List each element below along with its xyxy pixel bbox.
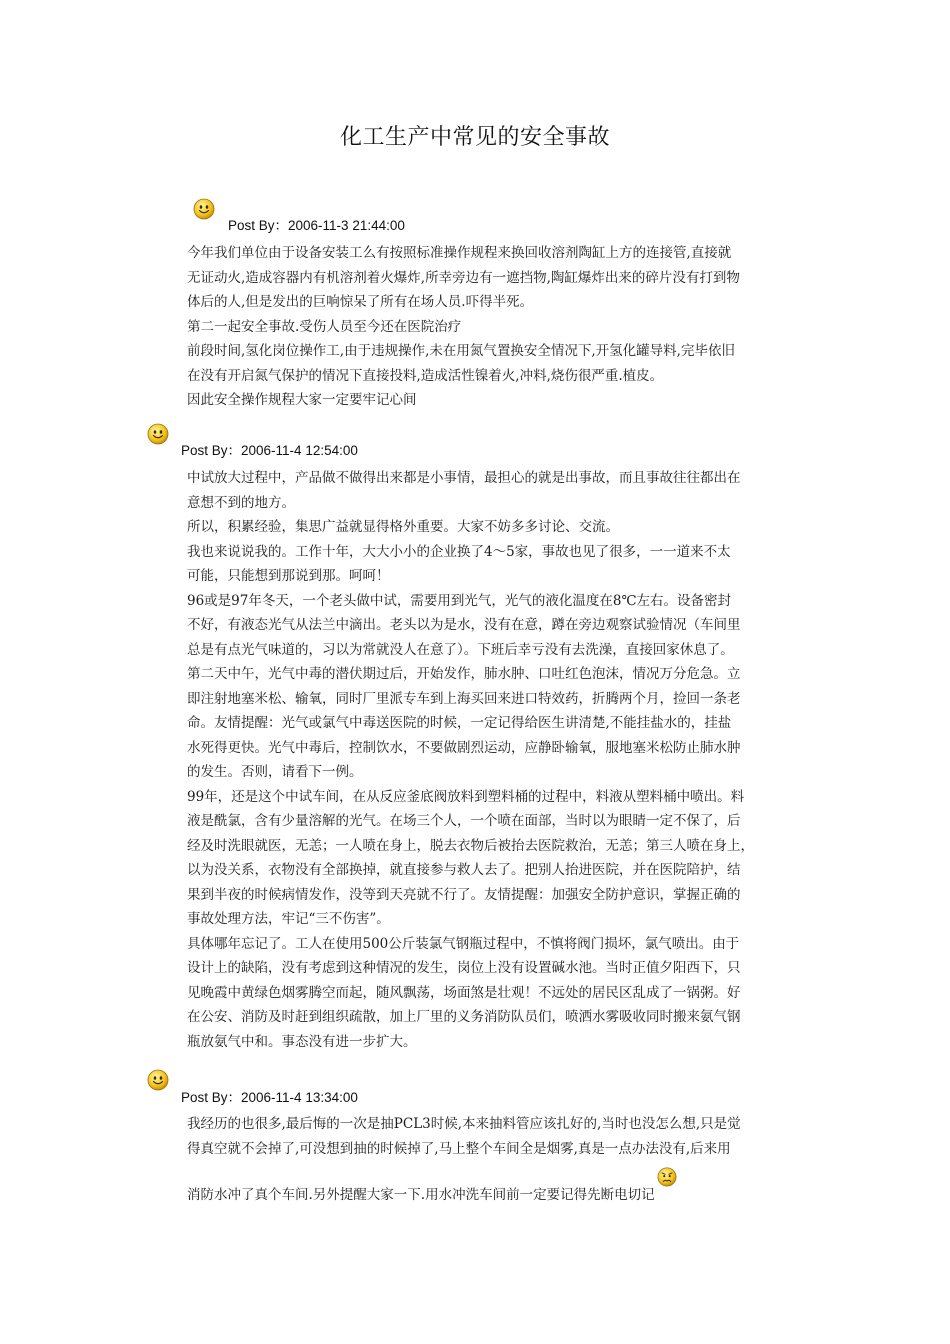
text-line: 事故处理方法，牢记“三不伤害”。 bbox=[187, 911, 390, 927]
text-line: 不好，有液态光气从法兰中滴出。老头以为是水，没有在意，蹲在旁边观察试验情况（车间里 bbox=[187, 617, 741, 633]
text-line: 无证动火,造成容器内有机溶剂着火爆炸,所幸旁边有一遮挡物,陶缸爆炸出来的碎片没有打到物 bbox=[187, 269, 740, 286]
text-line: 的发生。否则，请看下一例。 bbox=[187, 764, 363, 780]
text-line: 水死得更快。光气中毒后，控制饮水，不要做剧烈运动，应静卧输氧，服地塞米松防止肺水肿 bbox=[187, 739, 741, 756]
smiley-icon bbox=[147, 1069, 169, 1091]
text-line: 我也来说说我的。工作十年，大大小小的企业换了4～5家，事故也见了很多，一一道来不太 bbox=[187, 543, 731, 560]
post-body-last-line bbox=[187, 1181, 677, 1208]
text-line: 命。友情提醒：光气或氯气中毒送医院的时候，一定记得给医生讲清楚,不能挂盐水的，挂盐 bbox=[187, 715, 732, 731]
text-line: 96或是97年冬天，一个老头做中试，需要用到光气，光气的液化温度在8℃左右。设备密封 bbox=[187, 592, 732, 609]
text-line: 总是有点光气味道的，习以为常就没人在意了）。下班后幸亏没有去洗澡，直接回家休息了。 bbox=[187, 641, 734, 658]
text-line: 设计上的缺陷，没有考虑到这种情况的发生，岗位上没有设置碱水池。当时正值夕阳西下，只 bbox=[187, 960, 741, 976]
text-line: 见晚霞中黄绿色烟雾腾空而起，随风飘荡，场面煞是壮观！不远处的居民区乱成了一锅粥。好 bbox=[187, 984, 741, 1001]
text-line-content: 消防水冲了真个车间.另外提醒大家一下.用水冲洗车间前一定要记得先断电切记 bbox=[187, 1187, 655, 1203]
worried-face-icon bbox=[657, 1167, 677, 1187]
text-line: 第二天中午，光气中毒的潜伏期过后，开始发作，肺水肿、口吐红色泡沫，情况万分危急。立 bbox=[187, 666, 741, 682]
text-line: 得真空就不会掉了,可没想到抽的时候掉了,马上整个车间全是烟雾,真是一点办法没有,后来用 bbox=[187, 1140, 731, 1157]
page-title: 化工生产中常见的安全事故 bbox=[339, 125, 610, 150]
text-line: 中试放大过程中，产品做不做得出来都是小事情，最担心的就是出事故，而且事故往往都出在 bbox=[187, 470, 741, 486]
text-line: 前段时间,氢化岗位操作工,由于违规操作,未在用氮气置换安全情况下,开氢化罐导料,完毕依旧 bbox=[187, 343, 735, 359]
post-meta: Post By：2006-11-4 12:54:00 bbox=[181, 443, 358, 458]
text-line: 今年我们单位由于设备安装工么有按照标准操作规程来换回收溶剂陶缸上方的连接管,直接就 bbox=[187, 245, 732, 261]
text-line: 体后的人,但是发出的巨响惊呆了所有在场人员.吓得半死。 bbox=[187, 294, 534, 310]
smiley-icon bbox=[193, 198, 215, 220]
text-line: 99年，还是这个中试车间，在从反应釜底阀放料到塑料桶的过程中，料液从塑料桶中喷出。料 bbox=[187, 788, 745, 805]
text-line: 液是酰氯，含有少量溶解的光气。在场三个人，一个喷在面部，当时以为眼睛一定不保了，后 bbox=[187, 813, 741, 829]
text-line: 在公安、消防及时赶到组织疏散，加上厂里的义务消防队员们，喷洒水雾吸收同时搬来氨气钢 bbox=[187, 1009, 741, 1025]
text-line bbox=[187, 1181, 677, 1208]
text-line: 所以，积累经验，集思广益就显得格外重要。大家不妨多多讨论、交流。 bbox=[187, 519, 619, 535]
text-line: 因此安全操作规程大家一定要牢记心间 bbox=[187, 392, 417, 408]
text-line: 可能，只能想到那说到那。呵呵！ bbox=[187, 568, 390, 584]
post-meta: Post By：2006-11-4 13:34:00 bbox=[181, 1090, 358, 1105]
post-body bbox=[187, 241, 740, 413]
text-line: 具体哪年忘记了。工人在使用500公斤装氯气钢瓶过程中，不慎将阀门损坏，氯气喷出。由于 bbox=[187, 935, 740, 952]
post-body bbox=[187, 466, 754, 1054]
text-line: 即注射地塞米松、输氧，同时厂里派专车到上海买回来进口特效药，折腾两个月，捡回一条老 bbox=[187, 690, 741, 707]
smiley-icon bbox=[147, 423, 169, 445]
post-body bbox=[187, 1112, 741, 1161]
text-line: 经及时洗眼就医，无恙；一人喷在身上，脱去衣物后被抬去医院救治，无恙；第三人喷在身上， bbox=[187, 837, 754, 854]
text-line: 果到半夜的时候病情发作，没等到天亮就不行了。友情提醒：加强安全防护意识，掌握正确的 bbox=[187, 886, 741, 903]
text-line: 在没有开启氮气保护的情况下直接投料,造成活性镍着火,冲料,烧伤很严重.植皮。 bbox=[187, 367, 664, 384]
post-meta: Post By：2006-11-3 21:44:00 bbox=[228, 218, 405, 233]
text-line: 以为没关系，衣物没有全部换掉，就直接参与救人去了。把别人抬进医院，并在医院陪护，结 bbox=[187, 862, 741, 878]
text-line: 我经历的也很多,最后悔的一次是抽PCL3时候,本来抽料管应该扎好的,当时也没怎么想,只是觉 bbox=[187, 1116, 741, 1132]
text-line: 第二一起安全事故.受伤人员至今还在医院治疗 bbox=[187, 318, 462, 335]
text-line: 瓶放氨气中和。事态没有进一步扩大。 bbox=[187, 1033, 417, 1050]
text-line: 意想不到的地方。 bbox=[187, 494, 295, 511]
